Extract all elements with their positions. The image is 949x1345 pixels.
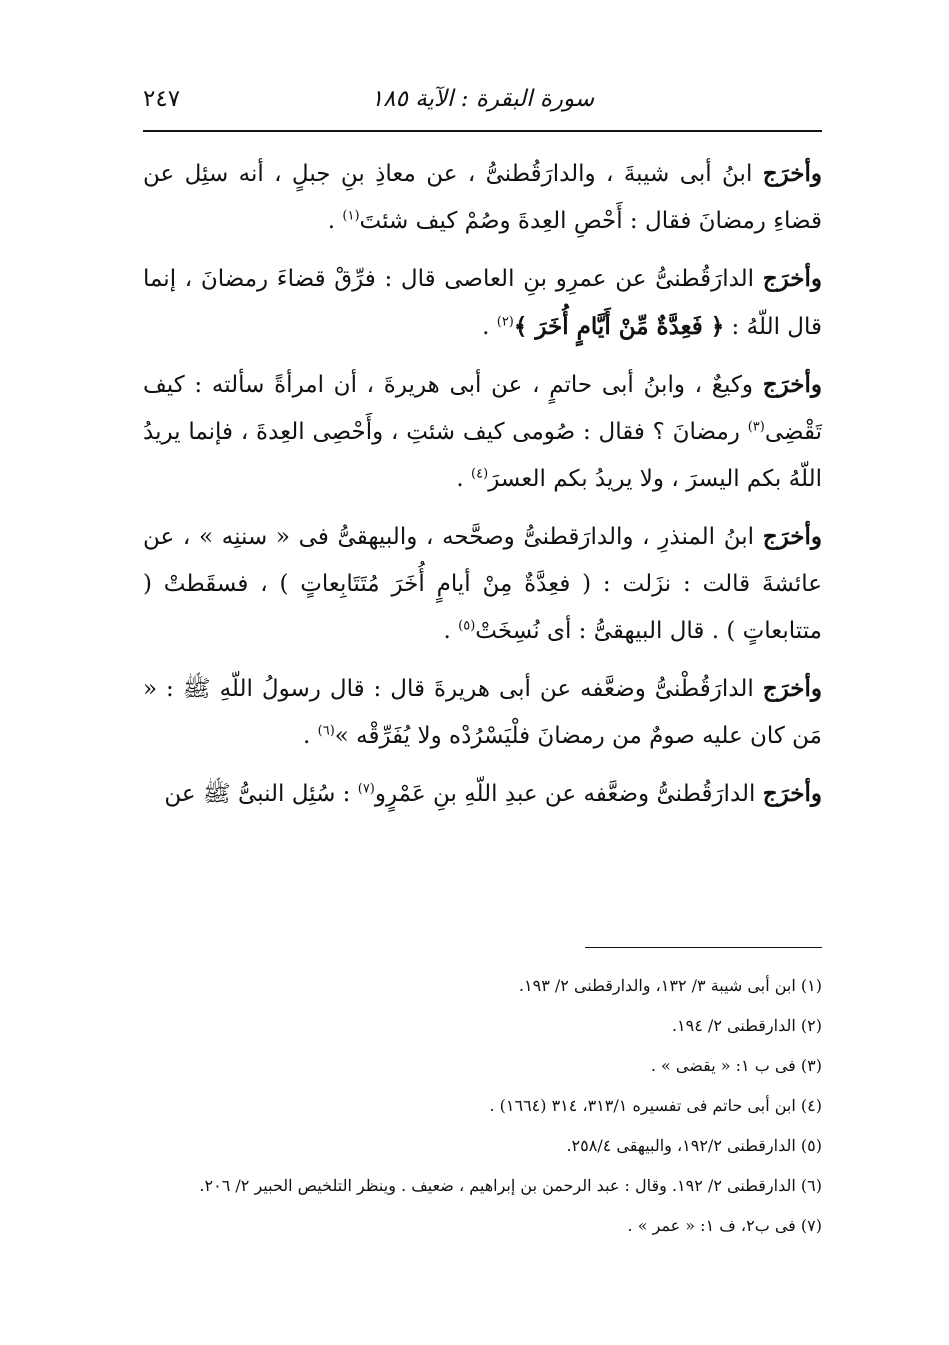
paragraph-end: . [327,208,343,234]
footnote-ref: (١) [342,208,360,224]
paragraph-lead: وأخرَج [762,780,822,807]
paragraph-text: رمضانَ ؟ فقال : صُومى كيف شئتِ ، وأَحْصِى العِدةَ ، فإنما يريدُ اللّهُ بكم اليسرَ ، ولا يريدُ بكم العسرَ [143,419,822,492]
footnote-7: (٧) فى ب٢، ف ١: « عمر » . [627,1216,822,1235]
paragraph-lead: وأخرَج [762,265,822,292]
paragraph-4 [143,513,822,655]
paragraph-1 [143,150,822,245]
paragraph-5 [143,665,822,760]
paragraph-text: وكيعٌ ، وابنُ أبى حاتمٍ ، عن أبى هريرةَ ، أن امرأةً سألته : كيف تَقْضِى [143,372,822,445]
paragraph-lead: وأخرَج [762,371,822,398]
footnote-ref: (٣) [747,419,765,435]
paragraph-lead: وأخرَج [762,523,823,550]
paragraph-end: . [482,314,497,340]
running-title: سورة البقرة : الآية ١٨٥ [370,86,595,112]
footnote-ref: (٦) [317,723,335,739]
footnote-3: (٣) فى ب ١: « يقضى » . [650,1056,822,1075]
footnotes [143,966,822,1246]
paragraph-lead: وأخرَج [762,675,822,702]
quran-verse: ﴿ فَعِدَّةٌ مِّنْ أَيَّامٍ أُخَرَ ﴾ [513,313,725,340]
footnote-4: (٤) ابن أبى حاتم فى تفسيره ٣١٣/١، ٣١٤ (١٦٦٤) . [489,1096,822,1115]
paragraph-6 [143,770,822,818]
paragraph-text: الدارَقُطنىُّ وضعَّفه عن عبدِ اللّهِ بنِ عَمْرٍو [374,781,763,807]
main-text [143,150,822,828]
paragraph-2 [143,255,822,351]
footnote-ref: (٥) [458,618,476,634]
footnote-5: (٥) الدارقطنى ١٩٢/٢، والبيهقى ٢٥٨/٤. [566,1136,822,1155]
paragraph-end: . [443,618,459,644]
paragraph-text: الدارَقُطْنىُّ وضعَّفه عن أبى هريرةَ قال : قال رسولُ اللّهِ ﷺ : « مَن كان عليه صومٌ من رمضانَ فلْيَسْرُدْه ولا يُفَرِّقْه » [143,676,822,749]
paragraph-text: ابنُ المنذرِ ، والدارَقطنىُّ وصحَّحه ، والبيهقىُّ فى « سننِه » ، عن عائشةَ قالت : نزَلت : ( فعِدَّةٌ مِنْ أيامٍ أُخَرَ مُتَتَابِعاتٍ ) ، فسقَطتْ ( متتابعاتٍ ) . قال البيهقىُّ : أى نُسِخَتْ [143,524,822,644]
paragraph-end: . [456,466,472,492]
paragraph-text: ابنُ أبى شيبةَ ، والدارَقُطنىُّ ، عن معاذِ بنِ جبلٍ ، أنه سئِل عن قضاءِ رمضانَ فقال : أَحْصِ العِدةَ وصُمْ كيف شئتَ [143,161,822,234]
paragraph-text: : سُئِل النبىُّ ﷺ عن [164,781,358,807]
footnote-ref: (٢) [496,314,514,330]
paragraph-text: الدارَقُطنىُّ عن عمرِو بنِ العاصى قال : فرِّقْ قضاءَ رمضانَ ، إنما قال اللّهُ : [143,266,822,340]
footnote-6: (٦) الدارقطنى ٢/ ١٩٢. وقال : عبد الرحمن بن إبراهيم ، ضعيف . وينظر التلخيص الحبير ٢/ ٢٠٦. [199,1176,822,1195]
paragraph-lead: وأخرَج [762,160,822,187]
footnote-separator [585,947,822,948]
paragraph-3 [143,361,822,503]
footnote-ref: (٤) [471,466,489,482]
footnote-1: (١) ابن أبى شيبة ٣/ ١٣٢، والدارقطنى ٢/ ١٩٣. [518,976,822,995]
footnote-ref: (٧) [357,781,375,797]
page-number: ٢٤٧ [143,86,181,112]
paragraph-end: . [303,723,318,749]
header-rule [143,130,822,132]
page-header [143,78,822,130]
footnote-2: (٢) الدارقطنى ٢/ ١٩٤. [671,1016,822,1035]
